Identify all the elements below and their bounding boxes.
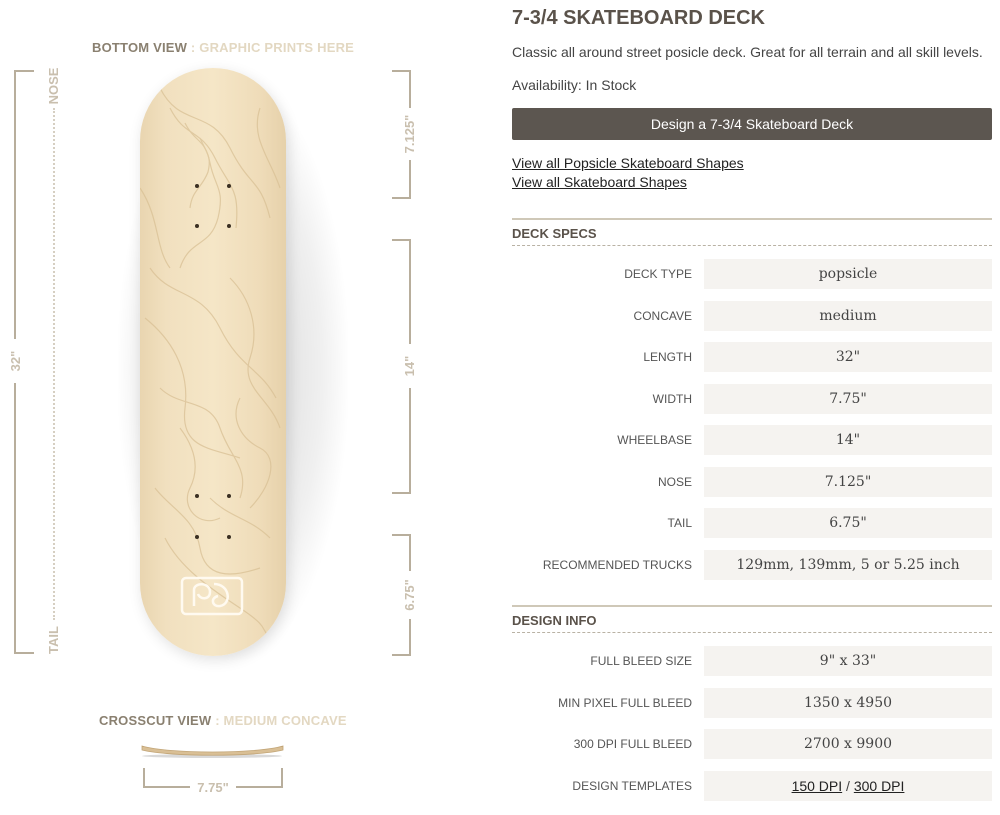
spec-row-full-bleed-size <box>512 646 992 676</box>
spec-row-width <box>512 384 992 414</box>
front-truck-bolt <box>195 184 199 188</box>
product-title: 7-3/4 SKATEBOARD DECK <box>512 7 765 29</box>
rear-truck-bolt <box>227 535 231 539</box>
spec-label: CONCAVE <box>633 309 692 323</box>
design-deck-button[interactable]: Design a 7-3/4 Skateboard Deck <box>512 108 992 140</box>
spec-value: 7.125" <box>704 467 992 497</box>
design-info-heading <box>512 605 992 633</box>
spec-row-deck-type <box>512 259 992 289</box>
spec-value: 129mm, 139mm, 5 or 5.25 inch <box>704 550 992 580</box>
spec-row-wheelbase <box>512 425 992 455</box>
bottom-view-label: BOTTOM VIEW <box>92 40 188 55</box>
length-measure-label: 32" <box>8 339 24 383</box>
wheelbase-measure-label: 14" <box>402 344 418 388</box>
wood-grain <box>140 68 286 656</box>
spec-label: DECK TYPE <box>624 267 692 281</box>
view-all-shapes-link[interactable]: View all Skateboard Shapes <box>512 174 687 190</box>
deck-crosscut <box>140 742 285 758</box>
availability-status: Availability: In Stock <box>512 77 637 93</box>
spec-label: NOSE <box>657 475 692 489</box>
spec-label: MIN PIXEL FULL BLEED <box>558 696 692 710</box>
spec-row-nose <box>512 467 992 497</box>
spec-label: WIDTH <box>652 392 692 406</box>
deck-illustration <box>0 0 480 815</box>
spec-value: popsicle <box>704 259 992 289</box>
spec-value: 1350 x 4950 <box>704 688 992 718</box>
nose-label: NOSE <box>46 67 61 105</box>
template-300dpi-link[interactable]: 300 DPI <box>853 778 905 794</box>
spec-row-300dpi-full-bleed <box>512 729 992 759</box>
rear-truck-bolt <box>227 494 231 498</box>
spec-label: FULL BLEED SIZE <box>590 654 692 668</box>
deck-specs-title: DECK SPECS <box>512 226 597 241</box>
design-templates-value <box>704 771 992 801</box>
spec-row-recommended-trucks <box>512 550 992 580</box>
view-popsicle-shapes-link[interactable]: View all Popsicle Skateboard Shapes <box>512 155 744 171</box>
front-truck-bolt <box>227 184 231 188</box>
crosscut-view-title <box>99 713 347 728</box>
spec-value: 7.75" <box>704 384 992 414</box>
spec-value: 32" <box>704 342 992 372</box>
front-truck-bolt <box>195 224 199 228</box>
spec-row-concave <box>512 301 992 331</box>
crosscut-view-subtitle: : MEDIUM CONCAVE <box>211 713 347 728</box>
spec-row-tail <box>512 508 992 538</box>
design-info-title: DESIGN INFO <box>512 613 597 628</box>
spec-value: 9" x 33" <box>704 646 992 676</box>
bottom-view-subtitle: : GRAPHIC PRINTS HERE <box>187 40 355 55</box>
rear-truck-bolt <box>195 494 199 498</box>
product-description: Classic all around street posicle deck. Great for all terrain and all skill levels. <box>512 44 983 60</box>
crosscut-view-label: CROSSCUT VIEW <box>99 713 212 728</box>
deck-specs-heading <box>512 218 992 246</box>
bottom-view-title <box>92 40 354 55</box>
tail-label: TAIL <box>46 626 61 654</box>
template-separator: / <box>842 778 854 794</box>
spec-row-length <box>512 342 992 372</box>
spec-label: TAIL <box>667 516 692 530</box>
front-truck-bolt <box>227 224 231 228</box>
tail-measure-label: 6.75" <box>402 571 418 619</box>
spec-label: 300 DPI FULL BLEED <box>573 737 692 751</box>
nose-measure-label: 7.125" <box>402 108 418 160</box>
spec-value: 2700 x 9900 <box>704 729 992 759</box>
spec-label: WHEELBASE <box>617 433 692 447</box>
template-150dpi-link[interactable]: 150 DPI <box>791 778 843 794</box>
width-measure-label: 7.75" <box>190 780 236 795</box>
spec-value: 14" <box>704 425 992 455</box>
skateboard-deck-bottom <box>140 68 286 656</box>
nose-tail-dotted-line <box>53 108 55 620</box>
spec-label: RECOMMENDED TRUCKS <box>542 558 692 572</box>
spec-label: LENGTH <box>643 350 692 364</box>
rear-truck-bolt <box>195 535 199 539</box>
brand-logo-icon <box>180 576 244 616</box>
spec-row-design-templates <box>512 771 992 801</box>
spec-value: medium <box>704 301 992 331</box>
spec-row-min-pixel-full-bleed <box>512 688 992 718</box>
spec-value: 6.75" <box>704 508 992 538</box>
spec-label: DESIGN TEMPLATES <box>572 779 692 793</box>
